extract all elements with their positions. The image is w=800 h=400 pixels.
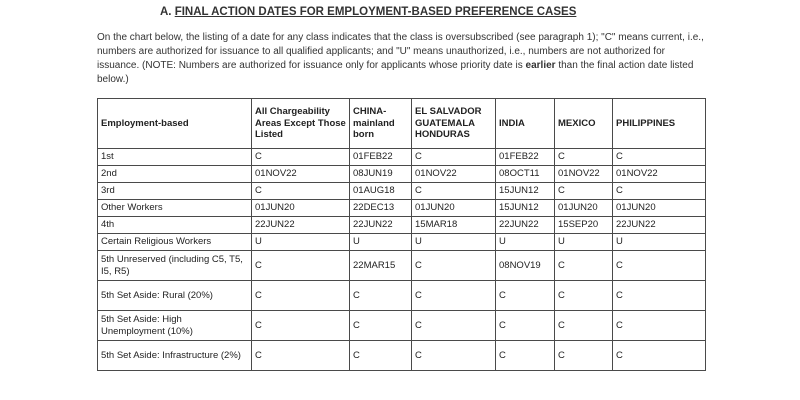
date-cell: C (412, 311, 496, 341)
table-row (98, 281, 706, 311)
date-cell: 01NOV22 (555, 166, 613, 183)
date-cell: 08JUN19 (350, 166, 412, 183)
date-cell: C (555, 149, 613, 166)
date-cell: C (613, 341, 706, 371)
date-cell: C (252, 251, 350, 281)
table-row (98, 341, 706, 371)
date-cell: C (252, 311, 350, 341)
table-row (98, 166, 706, 183)
intro-text-bold: earlier (525, 60, 556, 71)
date-cell: C (412, 149, 496, 166)
date-cell: 15MAR18 (412, 217, 496, 234)
row-label-cell: Other Workers (98, 200, 252, 217)
date-cell: 22JUN22 (496, 217, 555, 234)
column-header-mexico: MEXICO (555, 99, 613, 149)
header-row (98, 99, 706, 149)
date-cell: U (350, 234, 412, 251)
table-header (98, 99, 706, 149)
date-cell: C (252, 341, 350, 371)
date-cell: C (555, 251, 613, 281)
date-cell: C (412, 341, 496, 371)
intro-text-part2: than the final action date listed below.) (97, 60, 694, 85)
row-label-cell: 1st (98, 149, 252, 166)
date-cell: 08OCT11 (496, 166, 555, 183)
section-heading-title: FINAL ACTION DATES FOR EMPLOYMENT-BASED PREFERENCE CASES (174, 6, 577, 18)
date-cell: U (496, 234, 555, 251)
date-cell: C (613, 183, 706, 200)
final-action-dates-table (97, 98, 706, 371)
row-label-cell: 4th (98, 217, 252, 234)
intro-paragraph (97, 31, 707, 87)
date-cell: 15JUN12 (496, 183, 555, 200)
row-label-cell: 2nd (98, 166, 252, 183)
intro-text-part1: On the chart below, the listing of a date for any class indicates that the class is oversubscribed (see paragraph 1); "C" means current, i.e., numbers are authorized for issuance to all qualified applicants; and "U" means unauthorized, i.e., numbers are not authorized for issuance. (NOTE: Numbers are authorized for issuance only for applicants whose priority date is (97, 32, 704, 71)
table-row (98, 183, 706, 200)
table-body (98, 149, 706, 371)
date-cell: 01JUN20 (555, 200, 613, 217)
date-cell: C (252, 149, 350, 166)
date-cell: C (412, 251, 496, 281)
date-cell: C (555, 311, 613, 341)
date-cell: C (613, 149, 706, 166)
column-header-china-mainland: CHINA-mainland born (350, 99, 412, 149)
column-header-employment-based: Employment-based (98, 99, 252, 149)
table-row (98, 217, 706, 234)
date-cell: 08NOV19 (496, 251, 555, 281)
table-row (98, 149, 706, 166)
date-cell: 15JUN12 (496, 200, 555, 217)
date-cell: 01JUN20 (412, 200, 496, 217)
date-cell: 22MAR15 (350, 251, 412, 281)
date-cell: 01FEB22 (496, 149, 555, 166)
column-header-all-chargeability: All Chargeability Areas Except Those Listed (252, 99, 350, 149)
date-cell: C (252, 183, 350, 200)
row-label-cell: 5th Set Aside: High Unemployment (10%) (98, 311, 252, 341)
column-header-philippines: PHILIPPINES (613, 99, 706, 149)
table-row (98, 311, 706, 341)
date-cell: C (613, 311, 706, 341)
date-cell: U (412, 234, 496, 251)
date-cell: C (350, 281, 412, 311)
date-cell: 22JUN22 (350, 217, 412, 234)
date-cell: 01FEB22 (350, 149, 412, 166)
date-cell: C (555, 183, 613, 200)
date-cell: C (350, 341, 412, 371)
date-cell: C (412, 281, 496, 311)
date-cell: C (613, 281, 706, 311)
table-row (98, 234, 706, 251)
date-cell: C (555, 281, 613, 311)
date-cell: 01NOV22 (613, 166, 706, 183)
date-cell: 22DEC13 (350, 200, 412, 217)
date-cell: C (613, 251, 706, 281)
date-cell: C (555, 341, 613, 371)
row-label-cell: 5th Set Aside: Infrastructure (2%) (98, 341, 252, 371)
section-heading (160, 6, 576, 18)
date-cell: C (350, 311, 412, 341)
row-label-cell: 5th Set Aside: Rural (20%) (98, 281, 252, 311)
date-cell: 01JUN20 (252, 200, 350, 217)
date-cell: C (496, 311, 555, 341)
table-row (98, 200, 706, 217)
column-header-india: INDIA (496, 99, 555, 149)
date-cell: 01AUG18 (350, 183, 412, 200)
date-cell: U (555, 234, 613, 251)
table-row (98, 251, 706, 281)
date-cell: 15SEP20 (555, 217, 613, 234)
date-cell: 01JUN20 (613, 200, 706, 217)
date-cell: U (252, 234, 350, 251)
date-cell: C (412, 183, 496, 200)
section-heading-prefix: A. (160, 6, 175, 18)
date-cell: 01NOV22 (412, 166, 496, 183)
row-label-cell: 5th Unreserved (including C5, T5, I5, R5) (98, 251, 252, 281)
date-cell: 01NOV22 (252, 166, 350, 183)
row-label-cell: Certain Religious Workers (98, 234, 252, 251)
date-cell: U (613, 234, 706, 251)
date-cell: 22JUN22 (252, 217, 350, 234)
date-cell: C (252, 281, 350, 311)
date-cell: C (496, 341, 555, 371)
column-header-el-salvador-guatemala-honduras: EL SALVADOR GUATEMALA HONDURAS (412, 99, 496, 149)
row-label-cell: 3rd (98, 183, 252, 200)
date-cell: C (496, 281, 555, 311)
date-cell: 22JUN22 (613, 217, 706, 234)
